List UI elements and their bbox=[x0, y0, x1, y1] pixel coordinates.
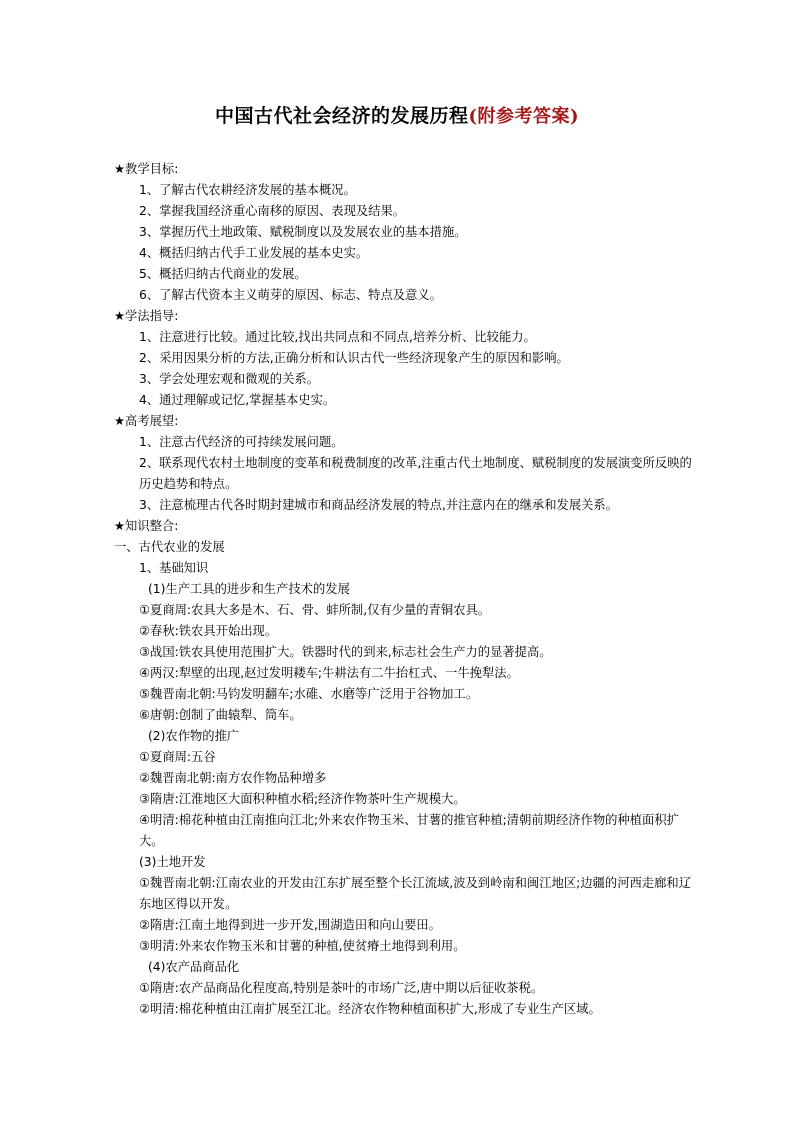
document-body bbox=[114, 159, 694, 1020]
section-heading: ★知识整合: bbox=[114, 519, 179, 533]
paragraph-line: ④明清:棉花种植由江南推向江北;外来农作物玉米、甘薯的推官种植;清朝前期经济作物的种植面积扩大。 bbox=[139, 813, 679, 848]
paragraph-line: ②春秋:铁农具开始出现。 bbox=[139, 624, 278, 638]
paragraph-line: ⑤魏晋南北朝:马钧发明翻车;水碓、水磨等广泛用于谷物加工。 bbox=[139, 687, 479, 701]
section-heading: 一、古代农业的发展 bbox=[114, 540, 225, 554]
section-heading: ★高考展望: bbox=[114, 414, 179, 428]
paragraph-line: 2、采用因果分析的方法,正确分析和认识古代一些经济现象产生的原因和影响。 bbox=[139, 351, 569, 365]
paragraph-line: 2、联系现代农村土地制度的变革和税费制度的改革,注重古代土地制度、赋税制度的发展演变所反映的历史趋势和特点。 bbox=[139, 456, 692, 491]
paragraph-line: 3、学会处理宏观和微观的关系。 bbox=[139, 372, 319, 386]
paragraph-line: 3、注意梳理古代各时期封建城市和商品经济发展的特点,并注意内在的继承和发展关系。 bbox=[139, 498, 619, 512]
paragraph-line: 3、掌握历代土地政策、赋税制度以及发展农业的基本措施。 bbox=[139, 225, 467, 239]
paragraph-line: 4、概括归纳古代手工业发展的基本史实。 bbox=[139, 246, 369, 260]
paragraph-line: (3)土地开发 bbox=[139, 855, 206, 869]
paragraph-line: ①隋唐:农产品商品化程度高,特别是茶叶的市场广泛,唐中期以后征收茶税。 bbox=[139, 981, 544, 995]
paragraph-line: ①夏商周:五谷 bbox=[139, 750, 216, 764]
title-sub: (附参考答案) bbox=[468, 106, 580, 127]
paragraph-line: ②魏晋南北朝:南方农作物品种增多 bbox=[139, 771, 327, 785]
paragraph-line: 1、注意进行比较。通过比较,找出共同点和不同点,培养分析、比较能力。 bbox=[139, 330, 536, 344]
paragraph-line: 1、注意古代经济的可持续发展问题。 bbox=[139, 435, 344, 449]
paragraph-line: (1)生产工具的进步和生产技术的发展 bbox=[148, 582, 350, 596]
section-heading: ★学法指导: bbox=[114, 309, 179, 323]
section-heading: ★教学目标: bbox=[114, 162, 179, 176]
paragraph-line: ④两汉:犁壁的出现,赵过发明耧车;牛耕法有二牛抬杠式、一牛挽犁法。 bbox=[139, 666, 519, 680]
title-main: 中国古代社会经济的发展历程 bbox=[214, 105, 469, 127]
paragraph-line: ③隋唐:江淮地区大面积种植水稻;经济作物茶叶生产规模大。 bbox=[139, 792, 466, 806]
paragraph-line: (2)农作物的推广 bbox=[148, 729, 240, 743]
paragraph-line: ②隋唐:江南土地得到进一步开发,围湖造田和向山要田。 bbox=[139, 918, 441, 932]
paragraph-line: 1、了解古代农耕经济发展的基本概况。 bbox=[139, 183, 356, 197]
paragraph-line: 5、概括归纳古代商业的发展。 bbox=[139, 267, 307, 281]
paragraph-line: (4)农产品商品化 bbox=[148, 960, 240, 974]
paragraph-line: ⑥唐朝:创制了曲辕犁、筒车。 bbox=[139, 708, 302, 722]
paragraph-line: ①魏晋南北朝:江南农业的开发由江东扩展至整个长江流域,波及到岭南和闽江地区;边疆的河西走廊和辽东地区得以开发。 bbox=[139, 876, 691, 911]
paragraph-line: 6、了解古代资本主义萌芽的原因、标志、特点及意义。 bbox=[139, 288, 442, 302]
paragraph-line: ③明清:外来农作物玉米和甘薯的种植,使贫瘠土地得到利用。 bbox=[139, 939, 466, 953]
paragraph-line: 1、基础知识 bbox=[139, 561, 209, 575]
paragraph-line: ②明清:棉花种植由江南扩展至江北。经济农作物种植面积扩大,形成了专业生产区域。 bbox=[139, 1002, 601, 1016]
paragraph-line: 4、通过理解或记忆,掌握基本史实。 bbox=[139, 393, 336, 407]
paragraph-line: ①夏商周:农具大多是木、石、骨、蚌所制,仅有少量的青铜农具。 bbox=[139, 603, 491, 617]
paragraph-line: 2、掌握我国经济重心南移的原因、表现及结果。 bbox=[139, 204, 406, 218]
paragraph-line: ③战国:铁农具使用范围扩大。铁器时代的到来,标志社会生产力的显著提高。 bbox=[139, 645, 552, 659]
document-title bbox=[0, 102, 794, 131]
